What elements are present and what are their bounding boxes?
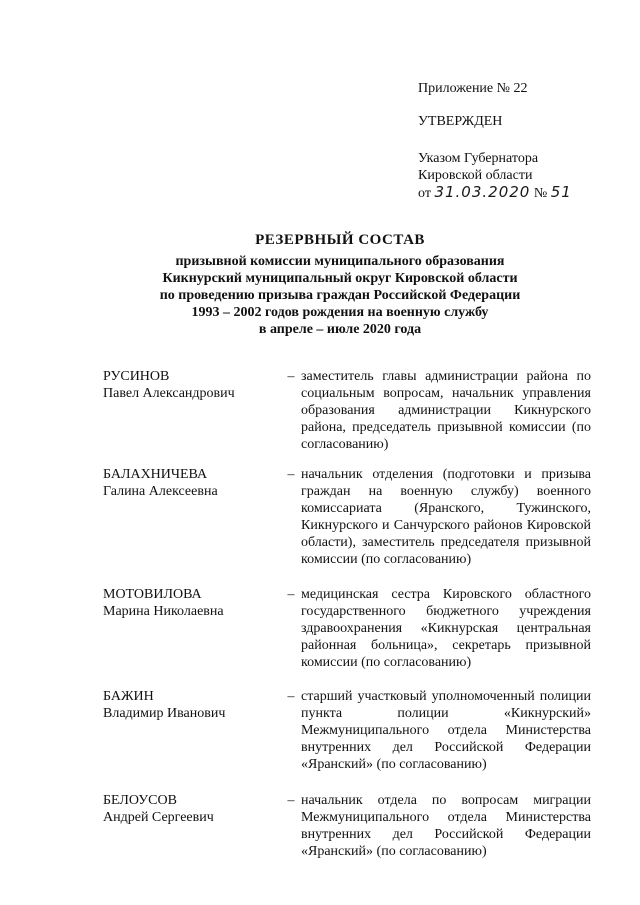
handwritten-date: 31.03.2020: [434, 183, 531, 201]
member-given-name: Марина Николаевна: [103, 604, 224, 619]
member-given-name: Галина Алексеевна: [103, 484, 218, 499]
member-entry: [103, 368, 603, 453]
decree-line-2: Кировской области: [418, 168, 533, 183]
member-entry: [103, 688, 603, 773]
member-name: [103, 792, 281, 860]
member-surname: МОТОВИЛОВА: [103, 587, 202, 602]
title-line-1: призывной комиссии муниципального образования: [175, 254, 505, 269]
member-surname: БАЛАХНИЧЕВА: [103, 467, 208, 482]
member-name: [103, 688, 281, 773]
member-name: [103, 368, 281, 453]
member-given-name: Павел Александрович: [103, 386, 235, 401]
member-surname: РУСИНОВ: [103, 369, 170, 384]
title-line-4: 1993 – 2002 годов рождения на военную службу: [191, 305, 489, 320]
member-role: начальник отделения (подготовки и призыва граждан на военную службу) военного комиссариата (Яранского, Тужинского, Кикнурского и Санчурского районов Кировской области), заместитель председателя призывной комиссии (по согласованию): [301, 467, 591, 567]
document-title: [80, 232, 600, 338]
decree-line-1: Указом Губернатора: [418, 151, 539, 166]
approval-block: [418, 80, 628, 202]
member-given-name: Владимир Иванович: [103, 706, 226, 721]
member-dash: –: [287, 587, 295, 602]
handwritten-number: 51: [550, 183, 572, 201]
member-given-name: Андрей Сергеевич: [103, 810, 214, 825]
member-surname: БАЖИН: [103, 689, 154, 704]
member-role: начальник отдела по вопросам миграции Межмуниципального отдела Министерства внутренних дел Российской Федерации «Яранский» (по согласованию): [301, 793, 591, 859]
member-role: медицинская сестра Кировского областного государственного бюджетного учреждения здравоохранения «Кикнурская центральная районная больница», секретарь призывной комиссии (по согласованию): [301, 587, 591, 670]
member-entry: [103, 792, 603, 860]
number-label: №: [533, 186, 548, 201]
member-entry: [103, 466, 603, 568]
member-role: старший участковый уполномоченный полиции пункта полиции «Кикнурский» Межмуниципального отдела Министерства внутренних дел Российской Федерации «Яранский» (по согласованию): [301, 689, 591, 772]
member-name: [103, 586, 281, 671]
member-entry: [103, 586, 603, 671]
title-main: РЕЗЕРВНЫЙ СОСТАВ: [255, 232, 425, 248]
approved-label: УТВЕРЖДЕН: [418, 114, 503, 129]
member-dash: –: [287, 793, 295, 808]
title-line-3: по проведению призыва граждан Российской Федерации: [159, 288, 521, 303]
member-dash: –: [287, 689, 295, 704]
member-surname: БЕЛОУСОВ: [103, 793, 177, 808]
member-role: заместитель главы администрации района по социальным вопросам, начальник управления образования администрации Кикнурского района, председатель призывной комиссии (по согласованию): [301, 369, 591, 452]
member-name: [103, 466, 281, 568]
from-label: от: [418, 186, 431, 201]
decree-date-row: [418, 184, 628, 202]
title-line-5: в апреле – июле 2020 года: [258, 322, 422, 337]
member-dash: –: [287, 369, 295, 384]
title-line-2: Кикнурский муниципальный округ Кировской области: [162, 271, 518, 286]
appendix-label: Приложение № 22: [418, 81, 528, 96]
member-dash: –: [287, 467, 295, 482]
